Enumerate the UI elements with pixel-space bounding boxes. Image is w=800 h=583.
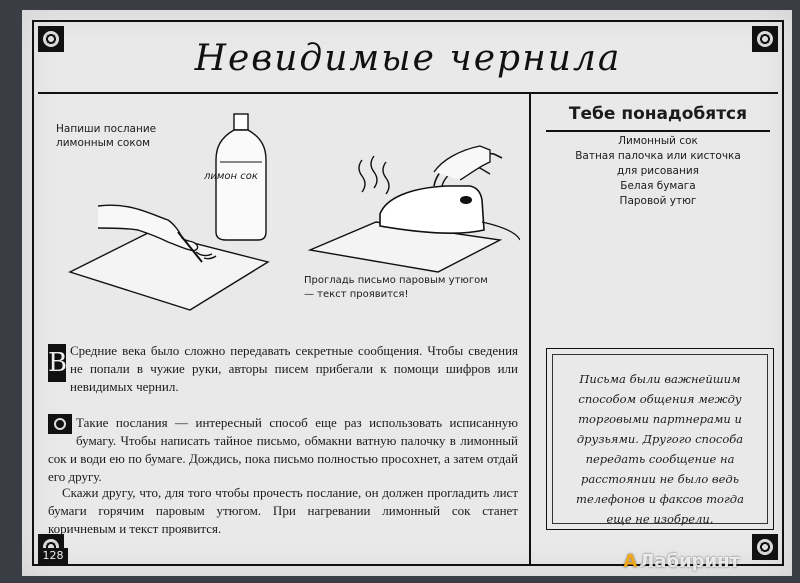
- paragraph-intro: [48, 342, 518, 396]
- history-note-box: [546, 348, 774, 530]
- materials-item: Лимонный сок: [618, 135, 698, 147]
- section-emblem-icon: [48, 414, 72, 434]
- column-divider: [529, 94, 531, 564]
- bottle-label: лимон сок: [204, 171, 258, 182]
- page-number: 128: [38, 548, 68, 564]
- page-title: Невидимые чернила: [194, 38, 622, 79]
- iron-caption: Прогладь письмо паровым утюгом — текст проявится!: [304, 275, 488, 300]
- paper-sheet-icon: [70, 232, 268, 310]
- materials-item: Ватная палочка или кисточка: [575, 150, 741, 162]
- watermark-text: Лабиринт: [639, 551, 740, 572]
- history-note-text: Письма были важнейшим способом общения между торговыми партнерами и друзьями. Другого способа передать сообщение на расстоянии не было ведь телефонов и факсов тогда еще не изобрели.: [552, 354, 768, 524]
- corner-ornament-icon: [752, 534, 778, 560]
- steam-icon: [359, 156, 389, 194]
- hand-icon: [434, 146, 490, 180]
- paragraph-method-text: Такие послания — интересный способ еще раз использовать исписанную бумагу. Чтобы написать тайное письмо, обмакни ватную палочку в лимонный сок и води ею по бумаге. Дождись, пока письмо полностью просохнет, а затем отдай его другу.: [48, 415, 518, 484]
- materials-heading: Тебе понадобятся: [546, 94, 770, 132]
- book-page: [22, 10, 792, 576]
- paragraph-intro-text: Средние века было сложно передавать секретные сообщения. Чтобы сведения не попали в чужие руки, авторы писем прибегали к помощи шифров или невидимых чернил.: [70, 343, 518, 394]
- watermark-logo: [623, 551, 740, 572]
- watermark-letter: А: [623, 551, 638, 572]
- materials-list: [546, 134, 770, 209]
- page-frame: [32, 20, 784, 566]
- write-instruction-label: Напиши послание лимонным соком: [56, 123, 157, 149]
- materials-item: Белая бумага: [620, 180, 696, 192]
- materials-item: Паровой утюг: [619, 195, 697, 207]
- paragraph-method: [48, 414, 518, 486]
- drop-cap: В: [48, 344, 66, 382]
- materials-item: для рисования: [617, 165, 699, 177]
- paragraph-reveal: Скажи другу, что, для того чтобы прочесть послание, он должен прогладить лист бумаги горячим паровым утюгом. При нагревании лимонный сок станет коричневым и текст проявится.: [48, 485, 518, 536]
